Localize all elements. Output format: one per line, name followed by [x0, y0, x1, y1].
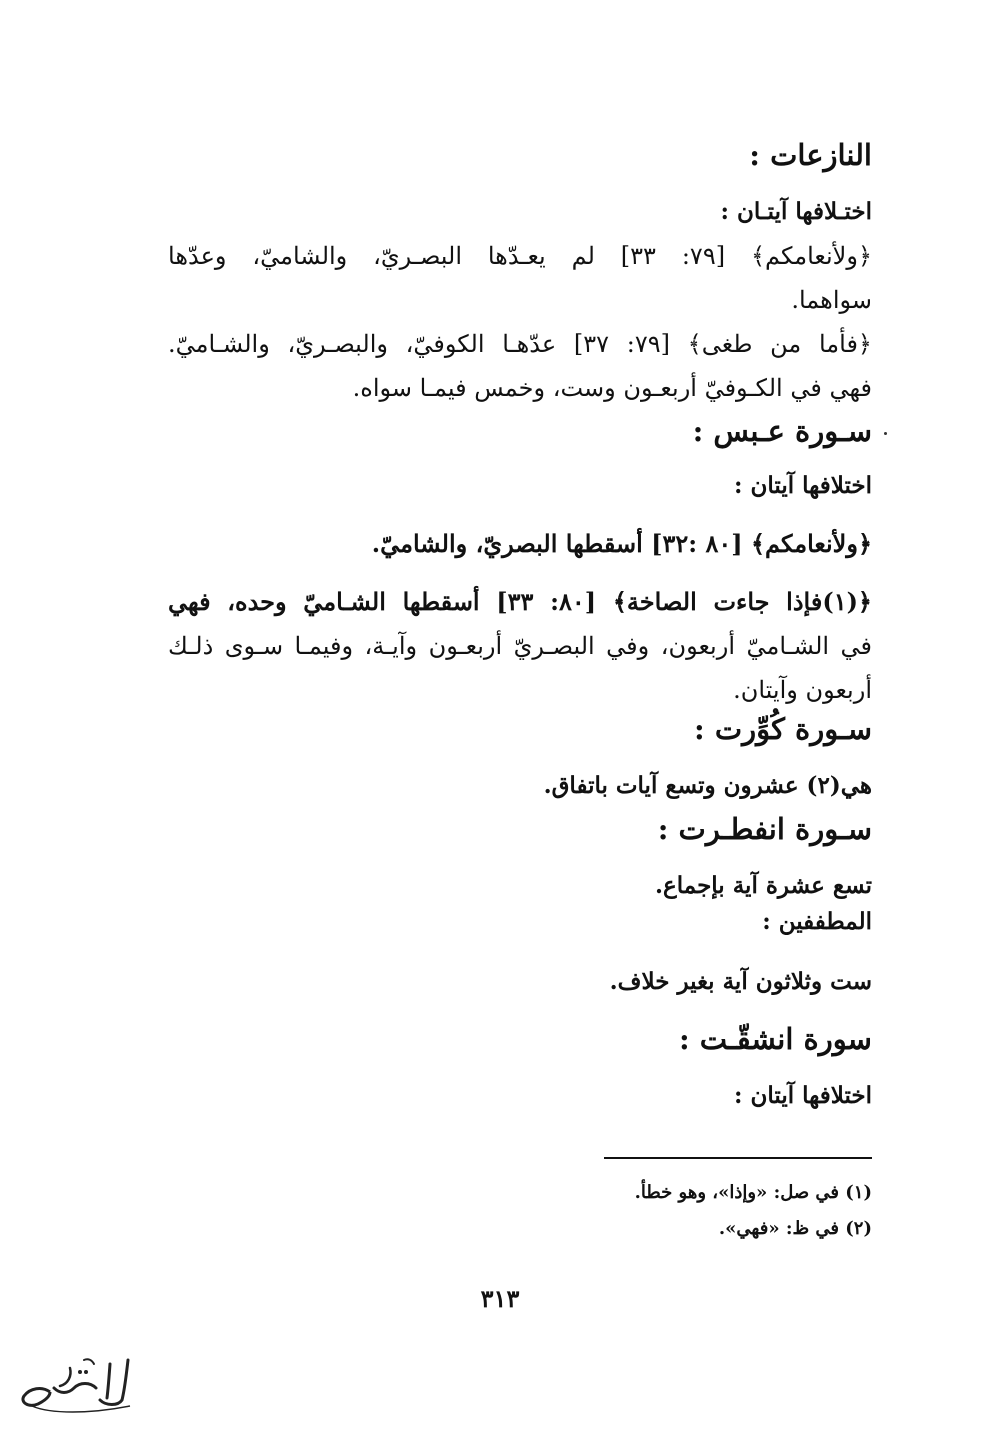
footnote: (١) في صل: «وإذا»، وهو خطأ. — [634, 1182, 872, 1203]
count-summary: فهي في الكـوفيّ أربعـون وست، وخمس فيمـا سواه. — [352, 374, 872, 402]
differences-line: اختلافها آيتان : — [733, 472, 872, 499]
differences-line: اختلافها آيتان : — [733, 1082, 872, 1109]
count-statement: ست وثلاثون آية بغير خلاف. — [609, 968, 872, 995]
heading-kuwwirat: سـورة كُوِّرت : — [694, 712, 872, 746]
verse-line: ﴿ولأنعامكم﴾ [٧٩: ٣٣] لم يعـدّها البصـريّ، والشاميّ، وعدّها — [168, 242, 873, 270]
page-speck — [884, 432, 887, 435]
heading-infatarat: سـورة انفطـرت : — [657, 812, 872, 846]
count-summary-continuation: أربعون وآيتان. — [733, 676, 872, 704]
verse-line: ﴿(١)فإذا جاءت الصاخة﴾ [٨٠: ٣٣] أسقطها الشـاميّ وحده، فهي — [168, 587, 872, 616]
publisher-logo — [10, 1348, 150, 1420]
count-summary: في الشـاميّ أربعون، وفي البصـريّ أربعـون وآيـة، وفيمـا سـوى ذلـك — [168, 632, 872, 660]
verse-line: ﴿ولأنعامكم﴾ [٨٠ :٣٢] أسقطها البصريّ، والشاميّ. — [371, 529, 872, 558]
footnote: (٢) في ظ: «فهي». — [718, 1218, 872, 1239]
heading-mutaffifin: المطففين : — [762, 908, 872, 935]
count-statement: تسع عشرة آية بإجماع. — [655, 872, 872, 899]
heading-abasa: سـورة عـبس : — [692, 414, 872, 448]
footnote-separator — [604, 1157, 872, 1159]
heading-inshaqqat: سورة انشقّـت : — [678, 1022, 872, 1056]
differences-line: اختـلافها آيتـان : — [720, 198, 872, 225]
verse-line: ﴿فأما من طغى﴾ [٧٩: ٣٧] عدّهـا الكوفيّ، والبصـريّ، والشـاميّ. — [168, 330, 872, 358]
count-statement: هي(٢) عشرون وتسع آيات باتفاق. — [543, 772, 872, 799]
heading-naziat: النازعات : — [749, 138, 872, 172]
page-number: ٣١٣ — [480, 1284, 520, 1313]
verse-continuation: سواهما. — [791, 286, 872, 314]
